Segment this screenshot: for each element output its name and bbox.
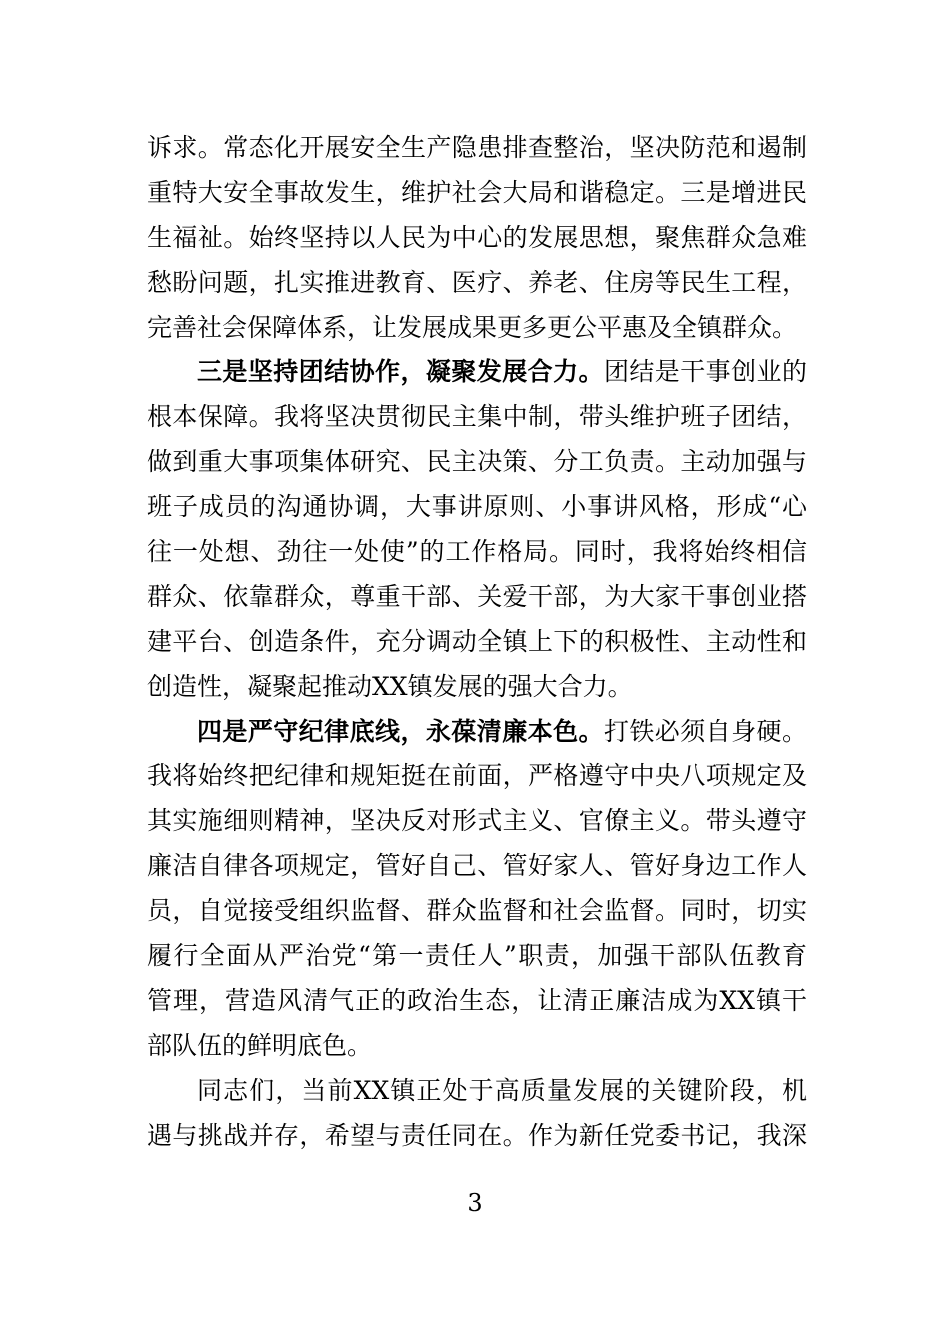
text-line: 往一处想、劲往一处使”的工作格局。同时，我将始终相信 [147, 537, 807, 567]
text-line: 履行全面从严治党“第一责任人”职责，加强干部队伍教育 [147, 941, 807, 971]
text-line: 建平台、创造条件，充分调动全镇上下的积极性、主动性和 [147, 626, 807, 656]
text-line: 完善社会保障体系，让发展成果更多更公平惠及全镇群众。 [147, 312, 798, 342]
text-line: 其实施细则精神，坚决反对形式主义、官僚主义。带头遵守 [147, 806, 807, 836]
text-line: 部队伍的鲜明底色。 [147, 1030, 373, 1060]
section-heading: 四是严守纪律底线，永葆清廉本色。 [197, 716, 604, 746]
page-number: 3 [467, 1189, 483, 1217]
text-line: 我将始终把纪律和规矩挺在前面，严格遵守中央八项规定及 [147, 761, 807, 791]
text-line: 生福祉。始终坚持以人民为中心的发展思想，聚焦群众急难 [147, 222, 807, 252]
text-line: 根本保障。我将坚决贯彻民主集中制，带头维护班子团结， [147, 402, 807, 432]
text-line: 员，自觉接受组织监督、群众监督和社会监督。同时，切实 [147, 896, 807, 926]
text-line: 班子成员的沟通协调，大事讲原则、小事讲风格，形成“心 [147, 492, 807, 522]
text-span: 打铁必须自身硬。 [603, 716, 807, 746]
text-line: 愁盼问题，扎实推进教育、医疗、养老、住房等民生工程， [147, 267, 807, 297]
text-span: 团结是干事创业的 [603, 357, 807, 387]
text-line: 遇与挑战并存，希望与责任同在。作为新任党委书记，我深 [147, 1120, 807, 1150]
text-line: 创造性，凝聚起推动XX镇发展的强大合力。 [147, 671, 633, 701]
text-line: 群众、依靠群众，尊重干部、关爱干部，为大家干事创业搭 [147, 581, 807, 611]
text-line: 管理，营造风清气正的政治生态，让清正廉洁成为XX镇干 [147, 985, 807, 1015]
section-heading: 三是坚持团结协作，凝聚发展合力。 [197, 357, 604, 387]
text-line: 重特大安全事故发生，维护社会大局和谐稳定。三是增进民 [147, 177, 807, 207]
text-line: 做到重大事项集体研究、民主决策、分工负责。主动加强与 [147, 447, 807, 477]
paragraph-first-line [147, 350, 807, 395]
text-line: 廉洁自律各项规定，管好自己、管好家人、管好身边工作人 [147, 851, 807, 881]
text-line: 诉求。常态化开展安全生产隐患排查整治，坚决防范和遏制 [147, 133, 807, 162]
paragraph-first-line [147, 710, 807, 755]
body-text [147, 126, 807, 1158]
paragraph-first-line: 同志们，当前XX镇正处于高质量发展的关键阶段，机 [197, 1075, 807, 1105]
